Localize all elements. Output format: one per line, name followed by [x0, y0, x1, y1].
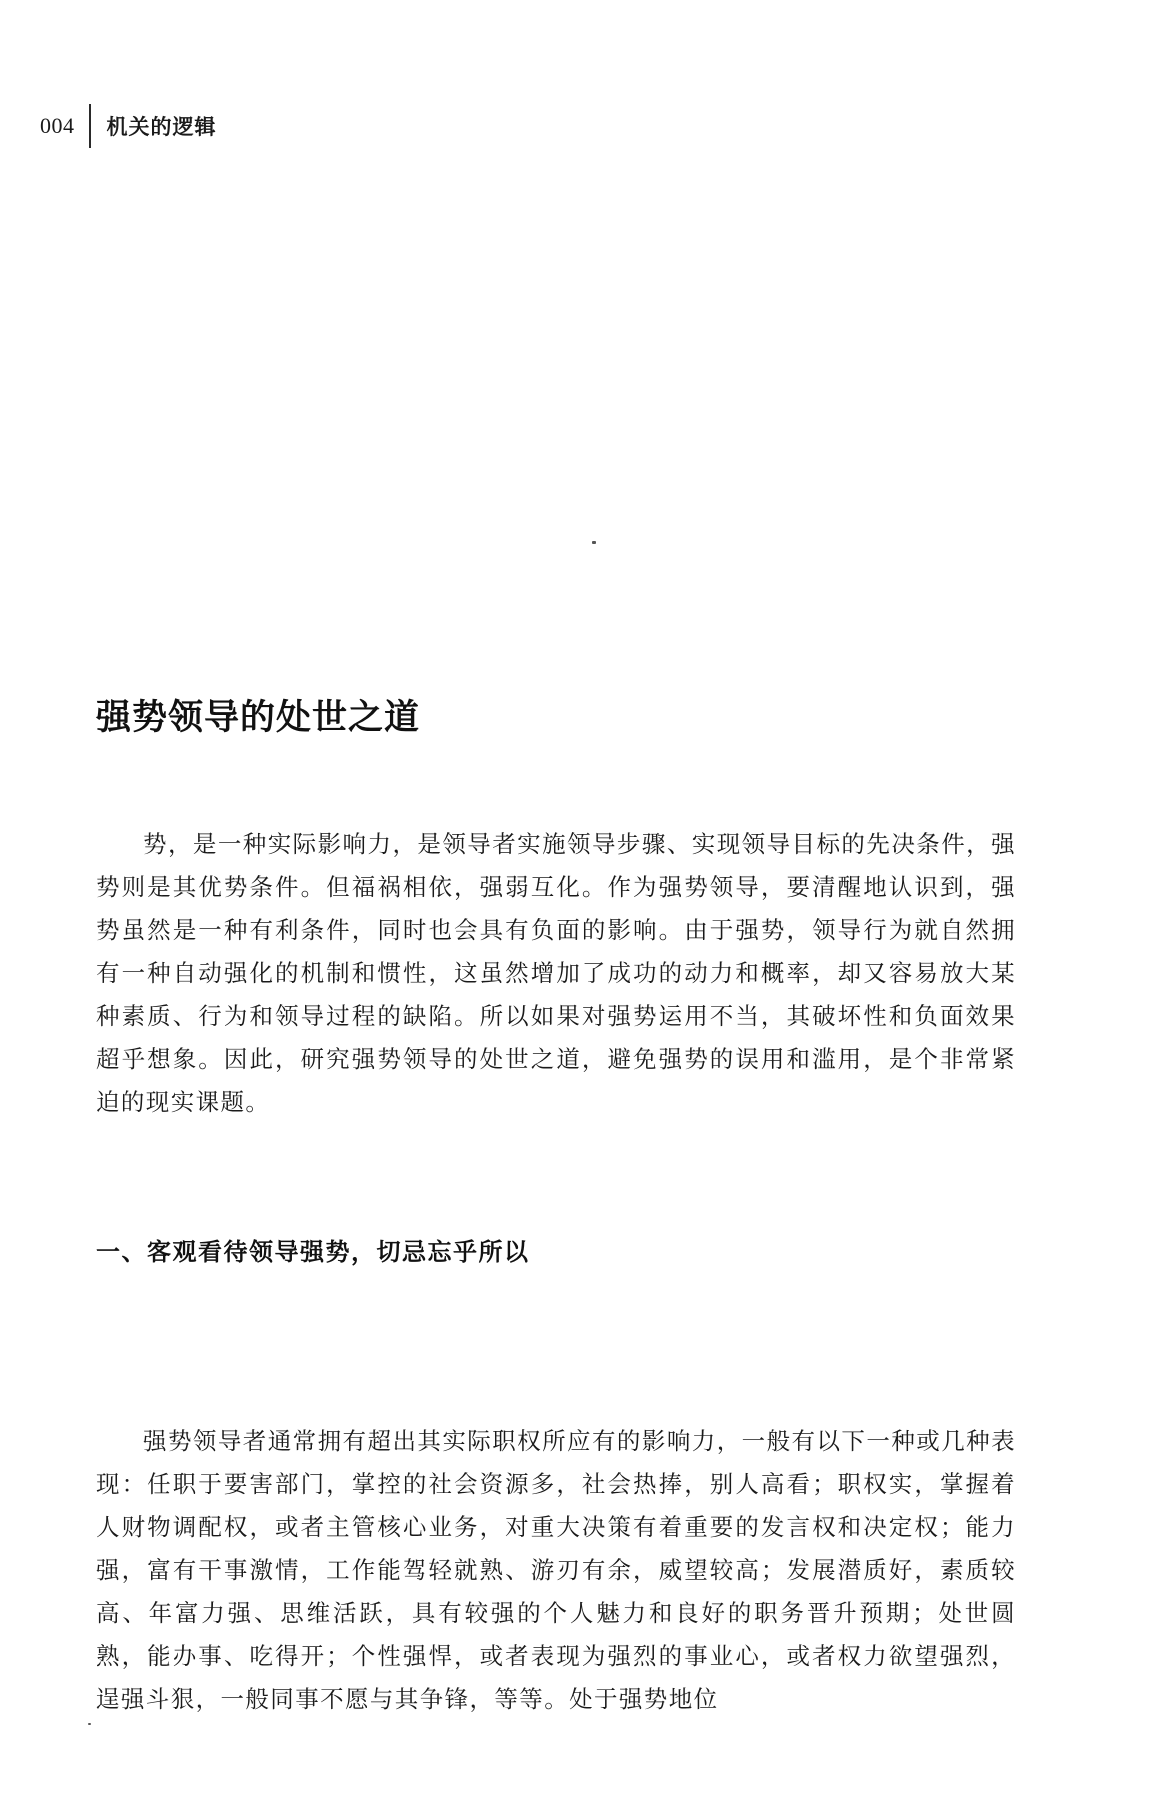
scan-speck	[592, 541, 596, 544]
page-header	[40, 101, 217, 151]
header-divider	[89, 104, 91, 148]
body-paragraph: 强势领导者通常拥有超出其实际职权所应有的影响力，一般有以下一种或几种表现：任职于要害部门，掌控的社会资源多，社会热捧，别人高看；职权实，掌握着人财物调配权，或者主管核心业务，对重大决策有着重要的发言权和决定权；能力强，富有干事激情，工作能驾轻就熟、游刃有余，威望较高；发展潜质好，素质较高、年富力强、思维活跃，具有较强的个人魅力和良好的职务晋升预期；处世圆熟，能办事、吃得开；个性强悍，或者表现为强烈的事业心，或者权力欲望强烈，逞强斗狠，一般同事不愿与其争锋，等等。处于强势地位	[96, 1427, 1016, 1713]
running-title: 机关的逻辑	[106, 115, 217, 139]
section-heading: 一、客观看待领导强势，切忌忘乎所以	[96, 1238, 530, 1266]
intro-paragraph: 势，是一种实际影响力，是领导者实施领导步骤、实现领导目标的先决条件，强势则是其优势条件。但福祸相依，强弱互化。作为强势领导，要清醒地认识到，强势虽然是一种有利条件，同时也会具有负面的影响。由于强势，领导行为就自然拥有一种自动强化的机制和惯性，这虽然增加了成功的动力和概率，却又容易放大某种素质、行为和领导过程的缺陷。所以如果对强势运用不当，其破坏性和负面效果超乎想象。因此，研究强势领导的处世之道，避免强势的误用和滥用，是个非常紧迫的现实课题。	[96, 830, 1016, 1116]
scan-speck	[88, 1723, 91, 1725]
chapter-title: 强势领导的处世之道	[96, 697, 421, 738]
page-number: 004	[40, 113, 75, 138]
